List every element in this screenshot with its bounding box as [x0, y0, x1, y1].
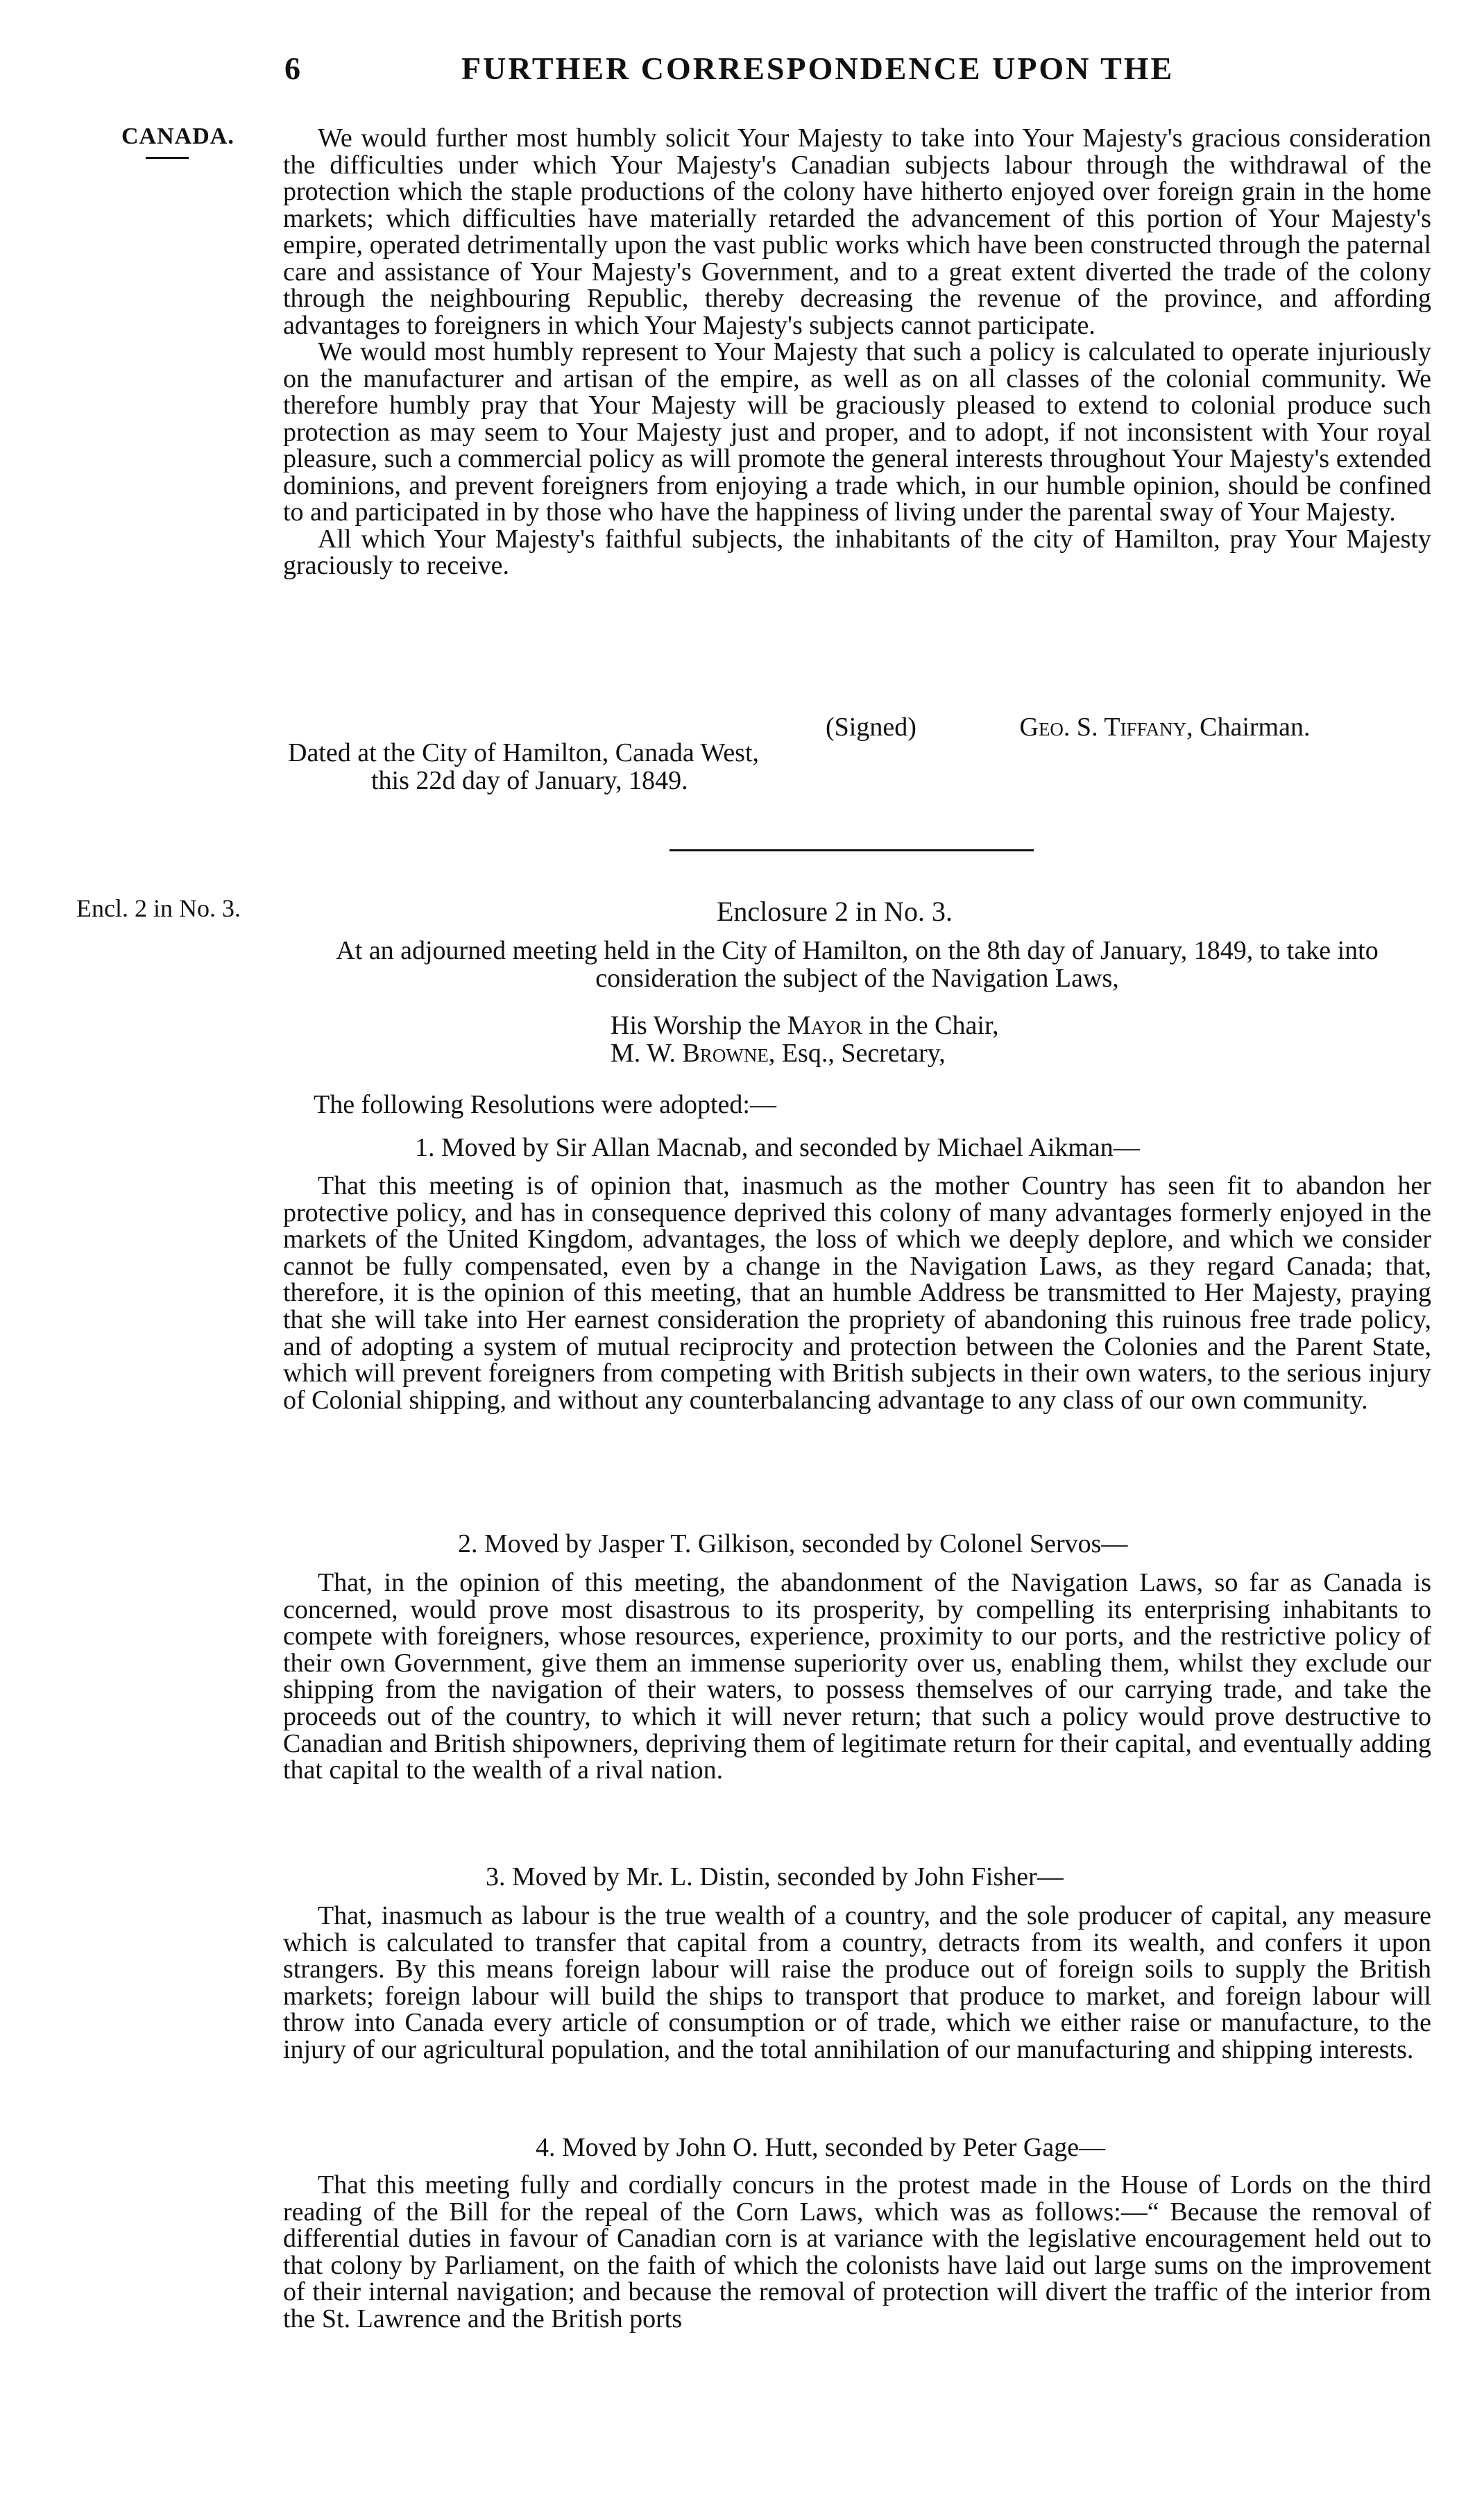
page-number: 6 — [284, 51, 300, 86]
dated-block — [288, 739, 759, 794]
signature-line — [826, 712, 1450, 742]
dated-line-2: this 22d day of January, 1849. — [371, 766, 688, 795]
address-paragraph: We would most humbly represent to Your Majesty that such a policy is calculated to operate injuriously on the manufacturer and artisan of the empire, as well as on all classes of the colonial community. We therefore humbly pray that Your Majesty will be graciously pleased to extend to colonial produce such protection as may seem to Your Majesty just and proper, and to adopt, if not inconsistent with Your royal pleasure, such a commercial policy as will promote the general interests throughout Your Majesty's extended dominions, and prevent foreigners from enjoying a trade which, in our humble opinion, should be confined to and participated in by those who have the happiness of living under the parental sway of Your Majesty. — [283, 337, 1431, 527]
margin-note-enclosure: Encl. 2 in No. 3. — [76, 894, 241, 922]
resolution-heading: 1. Moved by Sir Allan Macnab, and seconded by Michael Aikman— — [415, 1133, 1140, 1162]
address-paragraph: All which Your Majesty's faithful subjects, the inhabitants of the city of Hamilton, pray Your Majesty graciously to receive. — [283, 524, 1431, 580]
resolution-heading: 4. Moved by John O. Hutt, seconded by Peter Gage— — [536, 2133, 1106, 2162]
secretary-name: Browne, — [682, 1039, 776, 1068]
chair-suffix: in the Chair, — [869, 1011, 999, 1040]
dated-line-1: Dated at the City of Hamilton, Canada West, — [288, 738, 760, 767]
running-title: FURTHER CORRESPONDENCE UPON THE — [461, 51, 1175, 86]
enclosure-heading: Enclosure 2 in No. 3. — [717, 896, 953, 927]
chair-prefix: His Worship the — [611, 1011, 781, 1040]
margin-note-colony: CANADA. — [121, 124, 234, 149]
secretary-suffix: Esq., Secretary, — [781, 1039, 946, 1068]
section-divider — [669, 849, 1034, 851]
resolution-heading: 3. Moved by Mr. L. Distin, seconded by John Fisher— — [486, 1862, 1064, 1891]
resolution-text: That this meeting fully and cordially concurs in the protest made in the House of Lords on the third reading of the Bill for the repeal of the Corn Laws, which was as follows:—“ Because the removal of differential duties in favour of Canadian corn is at variance with the legislative encouragement held out to that colony by Parliament, on the faith of which the colonists have laid out large sums on the improvement of their internal navigation; and because the removal of protection will divert the traffic of the interior from the St. Lawrence and the British ports — [283, 2170, 1431, 2333]
signatory-role: Chairman. — [1200, 713, 1311, 742]
secretary-initials: M. W. — [611, 1039, 676, 1068]
resolution-text: That, inasmuch as labour is the true wealth of a country, and the sole producer of capital, any measure which is calculated to transfer that capital from a country, detracts from its wealth, and confers it upon strangers. By this means foreign labour will raise the produce out of foreign soils to supply the British markets; foreign labour will build the ships to transport that produce to market, and foreign labour will throw into Canada every article of consumption or of trade, which we either raise or manufacture, to the injury of our agricultural population, and the total annihilation of our manufacturing and shipping interests. — [283, 1901, 1431, 2064]
page-header — [284, 50, 1464, 99]
margin-rule — [146, 157, 189, 159]
resolution-text: That, in the opinion of this meeting, the abandonment of the Navigation Laws, so far as Canada is concerned, would prove most disastrous to its prosperity, by compelling its enterprising inhabitants to compete with foreigners, whose resources, experience, proximity to our ports, and the restrictive policy of their own Government, give them an immense superiority over us, enabling them, whilst they exclude our shipping from the navigation of their waters, to possess themselves of our carrying trade, and take the proceeds out of the country, to which it will never return; that such a policy would prove destructive to Canadian and British shipowners, depriving them of legitimate return for their capital, and eventually adding that capital to the wealth of a rival nation. — [283, 1568, 1431, 1785]
signed-label: (Signed) — [826, 713, 916, 742]
signatory-name: Geo. S. Tiffany, — [1019, 713, 1193, 742]
chair-block — [611, 1012, 999, 1067]
address-paragraph: We would further most humbly solicit Your Majesty to take into Your Majesty's gracious consideration the difficulties under which Your Majesty's Canadian subjects labour through the withdrawal of the protection which the staple productions of the colony have hitherto enjoyed over foreign grain in the home markets; which difficulties have materially retarded the advancement of this portion of Your Majesty's empire, operated detrimentally upon the vast public works which have been constructed through the paternal care and assistance of Your Majesty's Government, and to a great extent diverted the trade of the colony through the neighbouring Republic, thereby decreasing the revenue of the province, and affording advantages to foreigners in which Your Majesty's subjects cannot participate. — [283, 124, 1431, 340]
address-body — [283, 125, 1431, 579]
resolution-text: That this meeting is of opinion that, inasmuch as the mother Country has seen fit to abandon her protective policy, and has in consequence deprived this colony of many advantages formerly enjoyed in the markets of the United Kingdom, advantages, the loss of which we deeply deplore, and which we consider cannot be fully compensated, even by a change in the Navigation Laws, as they regard Canada; that, therefore, it is the opinion of this meeting, that an humble Address be transmitted to Her Majesty, praying that she will take into Her earnest consideration the propriety of abandoning this ruinous free trade policy, and of adopting a system of mutual reciprocity and protection between the Colonies and the Parent State, which will prevent foreigners from competing with British subjects in their own waters, to the serious injury of Colonial shipping, and without any counterbalancing advantage to any class of our own community. — [283, 1171, 1431, 1415]
resolution-heading: 2. Moved by Jasper T. Gilkison, seconded by Colonel Servos— — [458, 1529, 1128, 1558]
chair-line — [611, 1011, 999, 1040]
secretary-line — [611, 1039, 999, 1067]
resolutions-intro: The following Resolutions were adopted:— — [314, 1090, 776, 1119]
meeting-intro: At an adjourned meeting held in the City of Hamilton, on the 8th day of January, 1849, to take into consideration the subject of the Navigation Laws, — [336, 936, 1379, 993]
chair-title: Mayor — [787, 1011, 862, 1040]
